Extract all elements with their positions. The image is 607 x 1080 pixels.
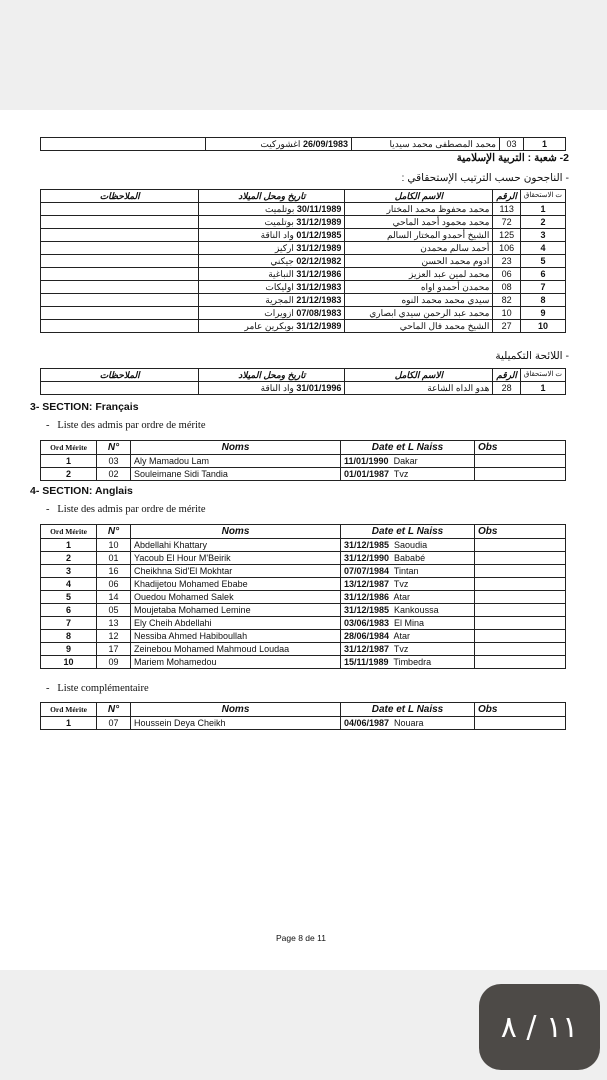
place-text: Saoudia (389, 540, 428, 550)
place-text: بوتلميت (264, 217, 297, 227)
reg-cell: 72 (493, 216, 521, 229)
reg-cell: 113 (493, 203, 521, 216)
section4-subtitle: - Liste des admis par ordre de mérite (46, 504, 206, 515)
reg-cell: 06 (493, 268, 521, 281)
section3-table (40, 440, 566, 481)
num-cell: 01 (97, 552, 131, 565)
table-header-row (41, 525, 566, 539)
rank-cell: 3 (41, 565, 97, 578)
arabic-complementary-table (40, 368, 566, 395)
date-place-cell (341, 630, 475, 643)
header-obs: Obs (475, 441, 566, 455)
table-row (41, 455, 566, 468)
place-text: بوبكرين عامر (244, 321, 297, 331)
place-text: المجرية (265, 295, 297, 305)
subtitle-text: Liste des admis par ordre de mérite (57, 420, 206, 431)
header-obs: الملاحظات (41, 369, 199, 382)
table-row (41, 229, 566, 242)
obs-cell (475, 656, 566, 669)
table-row (41, 630, 566, 643)
table-header-row (41, 369, 566, 382)
date-text: 03/06/1983 (344, 618, 390, 628)
date-text: 31/12/1986 (344, 592, 390, 602)
date-place-cell (341, 717, 475, 730)
header-dob: تاريخ ومحل الميلاد (199, 369, 345, 382)
reg-cell: 23 (493, 255, 521, 268)
rank-cell: 7 (520, 281, 565, 294)
place-text: اوليكات (265, 282, 297, 292)
page-counter[interactable]: ١١ / ٨ (479, 984, 600, 1070)
header-num: N° (97, 441, 131, 455)
date-text: 31/12/1989 (296, 243, 342, 253)
num-cell: 07 (97, 717, 131, 730)
date-text: 31/12/1986 (296, 269, 342, 279)
rank-cell: 7 (41, 617, 97, 630)
header-name: الاسم الكامل (345, 369, 493, 382)
name-cell: Zeinebou Mohamed Mahmoud Loudaa (131, 643, 341, 656)
date-place-cell (341, 578, 475, 591)
place-text: بوتلميت (264, 204, 297, 214)
header-obs: Obs (475, 525, 566, 539)
date-text: 26/09/1983 (302, 139, 348, 149)
date-text: 31/12/1983 (296, 282, 342, 292)
table-row (41, 203, 566, 216)
place-text: Kankoussa (389, 605, 439, 615)
date-text: 31/12/1990 (344, 553, 390, 563)
num-cell: 14 (97, 591, 131, 604)
table-row (41, 591, 566, 604)
dob-cell (199, 294, 345, 307)
date-place-cell (341, 656, 475, 669)
table-row (41, 578, 566, 591)
section4-complementary-table (40, 702, 566, 730)
rank-cell: 8 (41, 630, 97, 643)
obs-cell (41, 138, 206, 151)
date-text: 31/12/1985 (344, 540, 390, 550)
arabic-complementary-heading: - اللائحة التكميلية (495, 350, 569, 362)
date-place-cell (341, 604, 475, 617)
place-text: Atar (389, 592, 411, 602)
date-place-cell (341, 455, 475, 468)
num-cell: 05 (97, 604, 131, 617)
name-cell: أحمد سالم محمدن (345, 242, 493, 255)
obs-cell (41, 216, 199, 229)
place-text: Bababé (389, 553, 426, 563)
num-cell: 12 (97, 630, 131, 643)
name-cell: ادوم محمد الحسن (345, 255, 493, 268)
rank-cell: 1 (524, 138, 566, 151)
date-place-cell (341, 552, 475, 565)
place-text: Nouara (389, 718, 424, 728)
table-row (41, 268, 566, 281)
obs-cell (475, 630, 566, 643)
rank-cell: 10 (520, 320, 565, 333)
table-row (41, 255, 566, 268)
obs-cell (41, 294, 199, 307)
name-cell: هدو الداه الشاعة (345, 382, 493, 395)
header-obs: Obs (475, 703, 566, 717)
date-text: 31/12/1985 (344, 605, 390, 615)
num-cell: 10 (97, 539, 131, 552)
obs-cell (41, 255, 199, 268)
rank-cell: 5 (41, 591, 97, 604)
date-text: 07/07/1984 (344, 566, 390, 576)
rank-cell: 3 (520, 229, 565, 242)
arabic-top-table (40, 137, 566, 151)
table-row (41, 294, 566, 307)
dob-cell (199, 216, 345, 229)
table-row (41, 138, 566, 151)
num-cell: 02 (97, 468, 131, 481)
obs-cell (41, 268, 199, 281)
obs-cell (475, 468, 566, 481)
viewer-top-bar (0, 0, 607, 110)
header-num: N° (97, 703, 131, 717)
obs-cell (41, 382, 199, 395)
name-cell: Moujetaba Mohamed Lemine (131, 604, 341, 617)
place-text: واد الناقة (260, 230, 297, 240)
obs-cell (475, 604, 566, 617)
name-cell: Souleimane Sidi Tandia (131, 468, 341, 481)
name-cell: محمد عبد الرحمن سيدي ابصاري (345, 307, 493, 320)
place-text: Timbedra (388, 657, 432, 667)
date-text: 31/12/1987 (344, 644, 390, 654)
name-cell: Ely Cheih Abdellahi (131, 617, 341, 630)
table-row (41, 382, 566, 395)
dob-cell (199, 320, 345, 333)
rank-cell: 8 (520, 294, 565, 307)
header-name: الاسم الكامل (345, 190, 493, 203)
obs-cell (41, 203, 199, 216)
num-cell: 16 (97, 565, 131, 578)
name-cell: Aly Mamadou Lam (131, 455, 341, 468)
header-dob: تاريخ ومحل الميلاد (199, 190, 345, 203)
place-text: النباغية (268, 269, 297, 279)
rank-cell: 1 (41, 717, 97, 730)
rank-cell: 9 (41, 643, 97, 656)
table-row (41, 539, 566, 552)
obs-cell (41, 281, 199, 294)
rank-cell: 10 (41, 656, 97, 669)
date-text: 04/06/1987 (344, 718, 390, 728)
header-rank: ت الاستحقاق (520, 369, 565, 382)
rank-cell: 6 (520, 268, 565, 281)
rank-cell: 1 (41, 539, 97, 552)
obs-cell (41, 229, 199, 242)
reg-cell: 28 (493, 382, 521, 395)
place-text: Tvz (389, 579, 409, 589)
date-text: 31/12/1989 (296, 217, 342, 227)
date-place-cell (341, 468, 475, 481)
date-text: 01/01/1987 (344, 469, 390, 479)
name-cell: سيدي محمد محمد النوه (345, 294, 493, 307)
table-row (41, 604, 566, 617)
name-cell: محمد المصطفى محمد سيديا (352, 138, 500, 151)
obs-cell (41, 242, 199, 255)
header-noms: Noms (131, 525, 341, 539)
date-text: 21/12/1983 (296, 295, 342, 305)
obs-cell (475, 565, 566, 578)
table-header-row (41, 190, 566, 203)
rank-cell: 2 (41, 468, 97, 481)
obs-cell (475, 643, 566, 656)
table-row (41, 320, 566, 333)
name-cell: الشيخ أحمدو المختار السالم (345, 229, 493, 242)
date-text: 02/12/1982 (296, 256, 342, 266)
date-text: 28/06/1984 (344, 631, 390, 641)
reg-cell: 10 (493, 307, 521, 320)
table-row (41, 565, 566, 578)
date-text: 30/11/1989 (296, 204, 342, 214)
header-num: N° (97, 525, 131, 539)
name-cell: Nessiba Ahmed Habiboullah (131, 630, 341, 643)
reg-cell: 27 (493, 320, 521, 333)
table-row (41, 656, 566, 669)
name-cell: Cheikhna Sid'El Mokhtar (131, 565, 341, 578)
table-header-row (41, 441, 566, 455)
obs-cell (475, 539, 566, 552)
table-row (41, 307, 566, 320)
name-cell: Ouedou Mohamed Salek (131, 591, 341, 604)
dob-cell (199, 268, 345, 281)
rank-cell: 4 (520, 242, 565, 255)
date-text: 11/01/1990 (344, 456, 389, 466)
header-noms: Noms (131, 703, 341, 717)
section2-title: 2- شعبة : التربية الإسلامية (456, 152, 569, 164)
name-cell: محمدن أحمدو اواه (345, 281, 493, 294)
date-place-cell (341, 565, 475, 578)
header-ord-merite: Ord Mérite (41, 525, 97, 539)
header-ord-merite: Ord Mérite (41, 703, 97, 717)
rank-cell: 4 (41, 578, 97, 591)
place-text: Tvz (389, 469, 409, 479)
place-text: جيكني (270, 256, 297, 266)
rank-cell: 1 (520, 382, 565, 395)
place-text: El Mina (389, 618, 425, 628)
reg-cell: 106 (493, 242, 521, 255)
rank-cell: 1 (41, 455, 97, 468)
table-row (41, 281, 566, 294)
name-cell: Mariem Mohamedou (131, 656, 341, 669)
num-cell: 13 (97, 617, 131, 630)
reg-cell: 08 (493, 281, 521, 294)
dob-cell (199, 382, 345, 395)
document-page (0, 110, 607, 970)
rank-cell: 6 (41, 604, 97, 617)
num-cell: 09 (97, 656, 131, 669)
date-text: 13/12/1987 (344, 579, 390, 589)
date-place-cell (341, 591, 475, 604)
rank-cell: 2 (520, 216, 565, 229)
section4-table (40, 524, 566, 669)
obs-cell (475, 617, 566, 630)
place-text: Dakar (388, 456, 418, 466)
dob-cell (199, 255, 345, 268)
header-noms: Noms (131, 441, 341, 455)
arabic-main-table (40, 189, 566, 333)
place-text: ازويرات (264, 308, 297, 318)
section3-title: 3- SECTION: Français (30, 401, 139, 413)
table-header-row (41, 703, 566, 717)
place-text: Atar (389, 631, 411, 641)
name-cell: Khadijetou Mohamed Ebabe (131, 578, 341, 591)
section4-complementary-title: - Liste complémentaire (46, 683, 149, 694)
dob-cell (199, 307, 345, 320)
header-obs: الملاحظات (41, 190, 199, 203)
rank-cell: 5 (520, 255, 565, 268)
name-cell: محمد محفوظ محمد المختار (345, 203, 493, 216)
header-ord-merite: Ord Mérite (41, 441, 97, 455)
obs-cell (41, 320, 199, 333)
header-date: Date et L Naiss (341, 525, 475, 539)
name-cell: Yacoub El Hour M'Beirik (131, 552, 341, 565)
name-cell: محمد محمود أحمد الماحي (345, 216, 493, 229)
obs-cell (475, 578, 566, 591)
header-date: Date et L Naiss (341, 703, 475, 717)
rank-cell: 1 (520, 203, 565, 216)
table-row (41, 617, 566, 630)
dob-cell (199, 229, 345, 242)
obs-cell (475, 455, 566, 468)
num-cell: 03 (97, 455, 131, 468)
section3-subtitle: - Liste des admis par ordre de mérite (46, 420, 206, 431)
table-row (41, 216, 566, 229)
table-row (41, 242, 566, 255)
reg-cell: 03 (500, 138, 524, 151)
dob-cell (206, 138, 352, 151)
page-footer: Page 8 de 11 (276, 933, 326, 943)
table-row (41, 468, 566, 481)
place-text: Tintan (389, 566, 419, 576)
dob-cell (199, 242, 345, 255)
num-cell: 06 (97, 578, 131, 591)
obs-cell (41, 307, 199, 320)
name-cell: Abdellahi Khattary (131, 539, 341, 552)
reg-cell: 125 (493, 229, 521, 242)
rank-cell: 2 (41, 552, 97, 565)
header-date: Date et L Naiss (341, 441, 475, 455)
table-row (41, 552, 566, 565)
rank-cell: 9 (520, 307, 565, 320)
date-place-cell (341, 643, 475, 656)
name-cell: الشيخ محمد فال الماحي (345, 320, 493, 333)
place-text: واد الناقة (260, 383, 297, 393)
place-text: Tvz (389, 644, 409, 654)
dob-cell (199, 203, 345, 216)
num-cell: 17 (97, 643, 131, 656)
obs-cell (475, 717, 566, 730)
dob-cell (199, 281, 345, 294)
section4-title: 4- SECTION: Anglais (30, 485, 133, 497)
obs-cell (475, 591, 566, 604)
obs-cell (475, 552, 566, 565)
arabic-list-heading: - الناجحون حسب الترتيب الإستحقاقي : (401, 172, 569, 184)
complementary-text: Liste complémentaire (57, 683, 149, 694)
header-reg: الرقم (493, 369, 521, 382)
reg-cell: 82 (493, 294, 521, 307)
date-text: 31/12/1989 (296, 321, 342, 331)
place-text: اركيز (275, 243, 297, 253)
name-cell: محمد لمين عبد العزيز (345, 268, 493, 281)
date-text: 31/01/1996 (296, 383, 342, 393)
date-place-cell (341, 539, 475, 552)
date-text: 07/08/1983 (296, 308, 342, 318)
subtitle-text: Liste des admis par ordre de mérite (57, 504, 206, 515)
name-cell: Houssein Deya Cheikh (131, 717, 341, 730)
header-reg: الرقم (493, 190, 521, 203)
date-text: 15/11/1989 (344, 657, 389, 667)
table-row (41, 643, 566, 656)
header-rank: ت الاستحقاق (520, 190, 565, 203)
place-text: اغشوركيت (260, 139, 301, 149)
date-place-cell (341, 617, 475, 630)
table-row (41, 717, 566, 730)
date-text: 01/12/1985 (296, 230, 342, 240)
